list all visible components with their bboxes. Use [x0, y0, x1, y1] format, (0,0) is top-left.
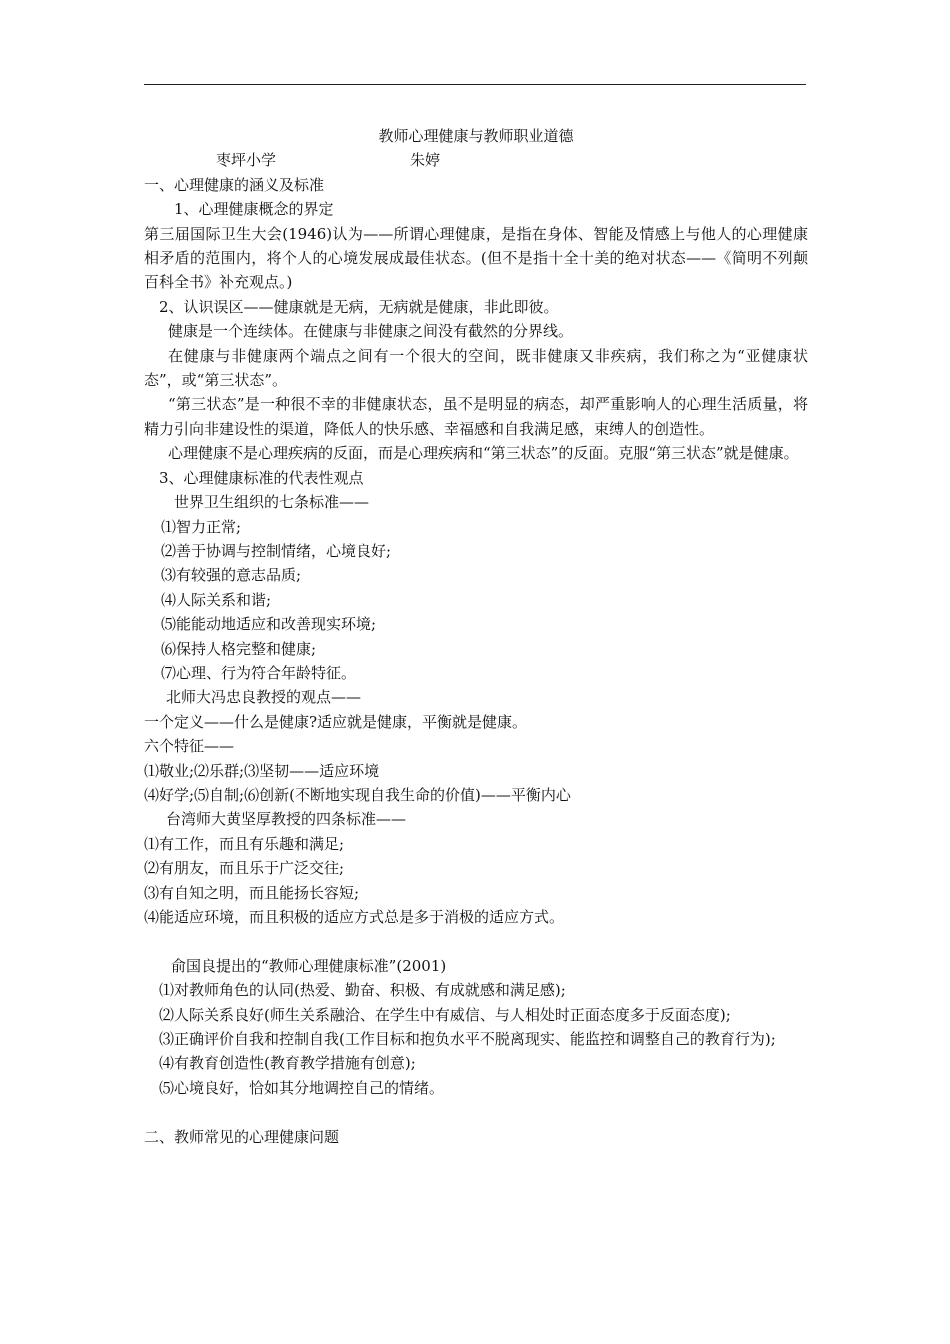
who-item: ⑺心理、行为符合年龄特征。 — [161, 663, 357, 682]
who-standards-heading: 世界卫生组织的七条标准—— — [174, 493, 370, 512]
section-2-heading: 二、教师常见的心理健康问题 — [144, 1127, 340, 1146]
who-item: ⑶有较强的意志品质; — [161, 566, 302, 585]
huang-item: ⑴有工作，而且有乐趣和满足; — [144, 834, 345, 853]
huang-heading: 台湾师大黄坚厚教授的四条标准—— — [166, 810, 407, 829]
who-item: ⑴智力正常; — [161, 517, 242, 536]
yu-item: ⑷有教育创造性(教育教学措施有创意); — [159, 1054, 416, 1073]
author-name: 朱婷 — [410, 151, 441, 170]
feng-heading: 北师大冯忠良教授的观点—— — [166, 688, 362, 707]
who-item: ⑸能能动地适应和改善现实环境; — [161, 615, 377, 634]
spacer — [144, 1100, 808, 1124]
section-1-heading: 一、心理健康的涵义及标准 — [144, 175, 325, 194]
subsection-1-2-heading: 2、认识误区——健康就是无病，无病就是健康，非此即彼。 — [159, 297, 559, 316]
document-body — [144, 124, 808, 1149]
yu-item: ⑴对教师角色的认同(热爱、勤奋、积极、有成就感和满足感); — [159, 981, 566, 1000]
definition-paragraph: 第三届国际卫生大会(1946)认为——所谓心理健康，是指在身体、智能及情感上与他人的心理健康相矛盾的范围内，将个人的心境发展成最佳状态。(但不是指十全十美的绝对状态——《简明不列颠百科全书》补充观点。) — [144, 224, 808, 292]
spacer — [144, 929, 808, 953]
feng-six-features: 六个特征—— — [144, 737, 235, 756]
document-title: 教师心理健康与教师职业道德 — [378, 127, 574, 145]
subsection-1-1-heading: 1、心理健康概念的界定 — [174, 200, 334, 219]
huang-item: ⑵有朋友，而且乐于广泛交往; — [144, 859, 345, 878]
feng-features-line-2: ⑷好学;⑸自制;⑹创新(不断地实现自我生命的价值)——平衡内心 — [144, 785, 571, 804]
continuum-paragraph: 健康是一个连续体。在健康与非健康之间没有截然的分界线。 — [168, 322, 574, 341]
who-item: ⑹保持人格完整和健康; — [161, 639, 317, 658]
author-line — [144, 148, 808, 172]
yu-item: ⑵人际关系良好(师生关系融洽、在学生中有威信、与人相处时正面态度多于反面态度); — [159, 1005, 731, 1024]
yu-item: ⑶正确评价自我和控制自我(工作目标和抱负水平不脱离现实、能监控和调整自己的教育行为); — [159, 1030, 776, 1049]
subsection-1-3-heading: 3、心理健康标准的代表性观点 — [159, 468, 364, 487]
who-item: ⑵善于协调与控制情绪，心境良好; — [161, 541, 392, 560]
yu-item: ⑸心境良好，恰如其分地调控自己的情绪。 — [159, 1078, 445, 1097]
header-rule — [144, 84, 806, 85]
huang-item: ⑷能适应环境，而且积极的适应方式总是多于消极的适应方式。 — [144, 908, 565, 926]
health-definition-paragraph: 心理健康不是心理疾病的反面，而是心理疾病和“第三状态”的反面。克服“第三状态”就是健康。 — [168, 444, 799, 463]
huang-item: ⑶有自知之明，而且能扬长容短; — [144, 883, 360, 902]
third-state-paragraph: “第三状态”是一种很不幸的非健康状态，虽不是明显的病态，却严重影响人的心理生活质量，将精力引向非建设性的渠道，降低人的快乐感、幸福感和自我满足感，束缚人的创造性。 — [144, 395, 808, 438]
feng-definition: 一个定义——什么是健康?适应就是健康，平衡就是健康。 — [144, 712, 528, 731]
school-name: 枣坪小学 — [216, 151, 277, 170]
feng-features-line-1: ⑴敬业;⑵乐群;⑶坚韧——适应环境 — [144, 761, 380, 780]
yu-heading: 俞国良提出的“教师心理健康标准”(2001) — [171, 956, 447, 975]
who-item: ⑷人际关系和谐; — [161, 590, 272, 609]
sub-health-paragraph: 在健康与非健康两个端点之间有一个很大的空间，既非健康又非疾病，我们称之为“亚健康状态”，或“第三状态”。 — [144, 346, 808, 390]
